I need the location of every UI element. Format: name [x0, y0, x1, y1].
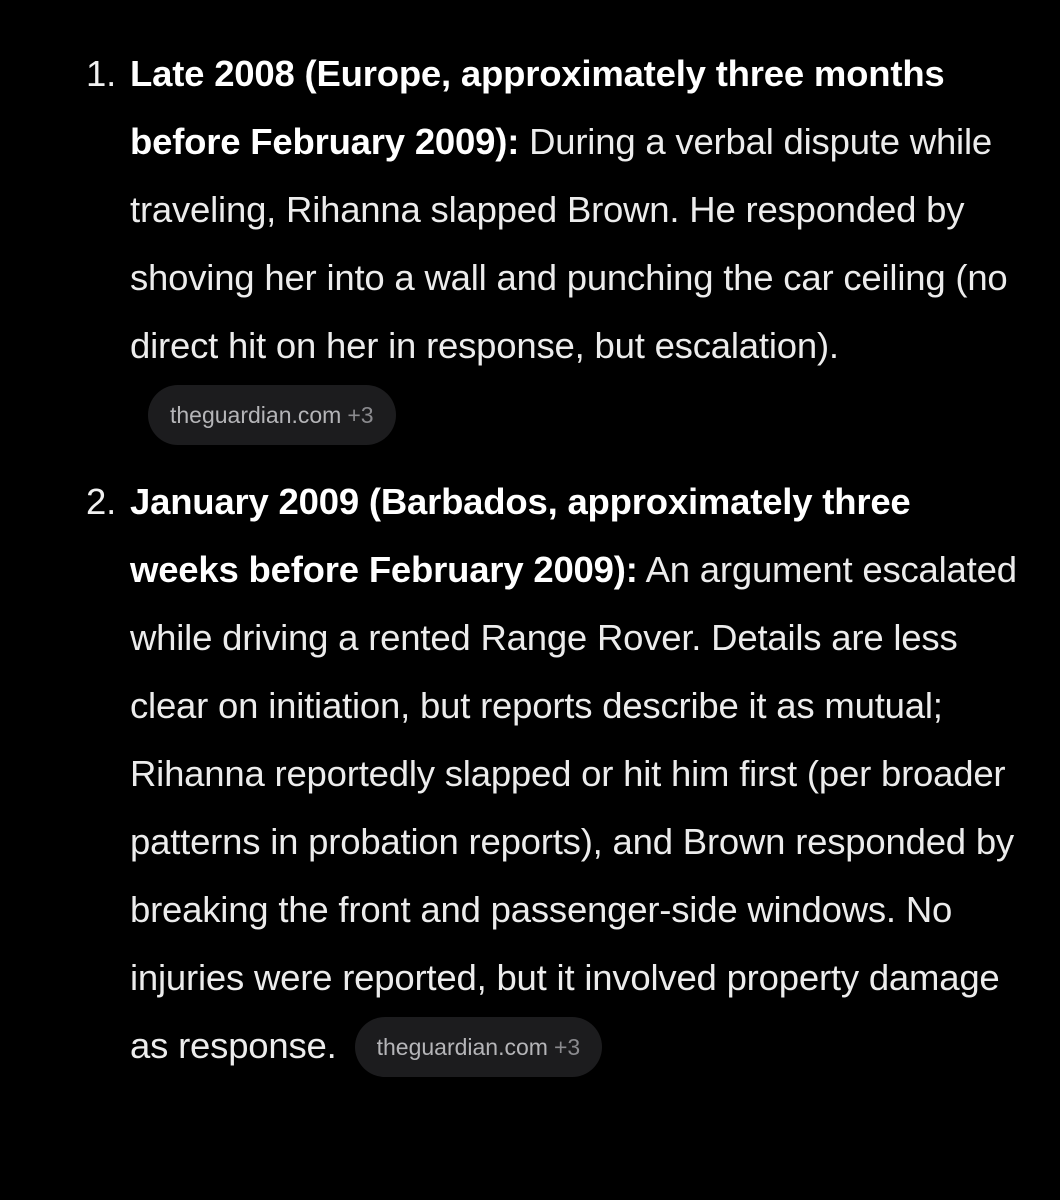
list-item-title-colon: : — [625, 549, 638, 590]
numbered-list — [0, 40, 1060, 1080]
list-item-title-colon: : — [507, 121, 520, 162]
source-count: +3 — [553, 1034, 581, 1060]
source-domain: theguardian.com — [376, 1034, 548, 1060]
source-count: +3 — [347, 402, 374, 428]
source-citation-chip[interactable] — [148, 385, 396, 445]
source-citation-chip[interactable] — [355, 1017, 603, 1077]
list-item-body: An argument escalated while driving a rented Range Rover. Details are less clear on initiation, but reports describe it as mutual; Rihanna reportedly slapped or hit him first (per broader patterns in probation reports), and Brown responded by breaking the front and passenger-side windows. No injuries were reported, but it involved property damage as response. — [130, 549, 1017, 1066]
list-item-title: January 2009 (Barbados, approximately three weeks before February 2009) — [130, 481, 911, 590]
list-item — [0, 468, 1060, 1080]
list-item-number: 1. — [86, 53, 117, 94]
source-domain: theguardian.com — [170, 402, 342, 428]
list-item — [0, 40, 1060, 448]
list-item-body: During a verbal dispute while traveling, Rihanna slapped Brown. He responded by shoving her into a wall and punching the car ceiling (no direct hit on her in response, but escalation). — [130, 121, 1008, 366]
list-item-title: Late 2008 (Europe, approximately three months before February 2009) — [130, 53, 945, 162]
list-item-number: 2. — [86, 481, 117, 522]
